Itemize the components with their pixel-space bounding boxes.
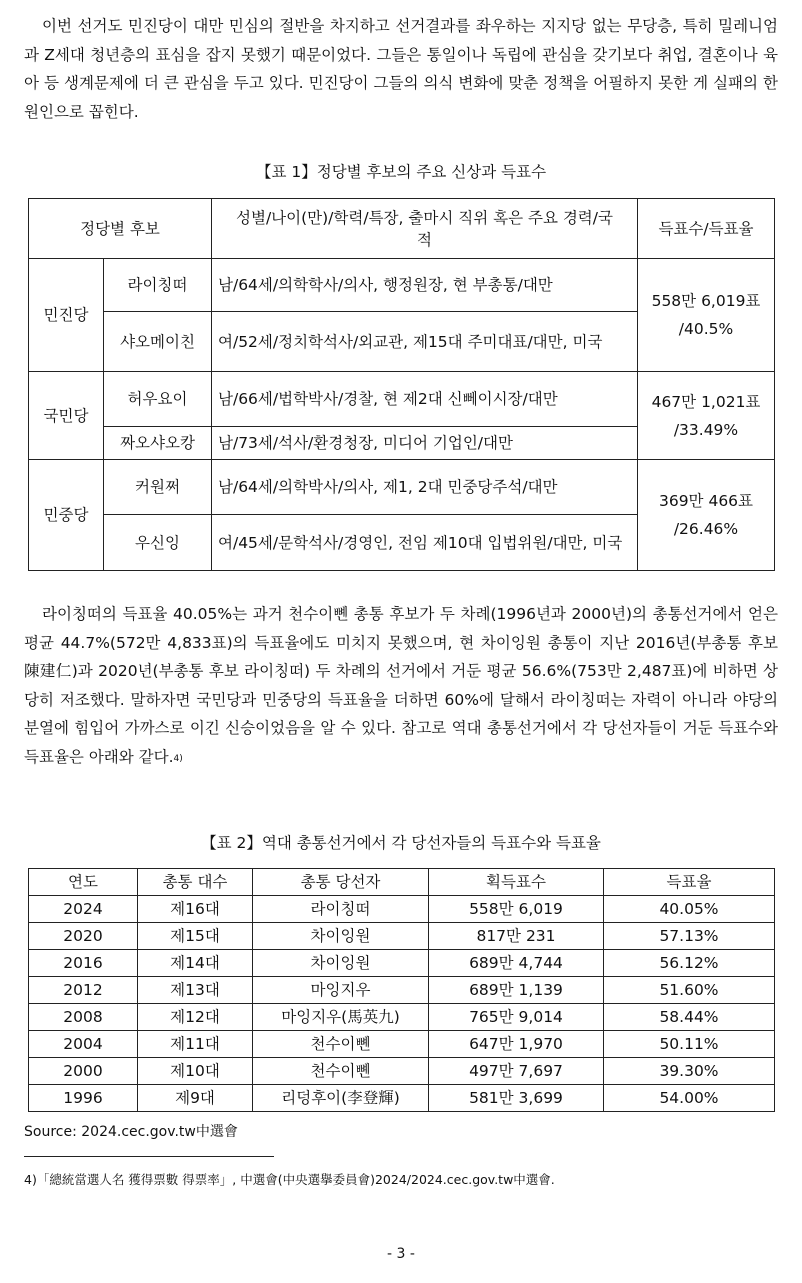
table-cell: 라이칭떠 [253,896,429,923]
table-cell: 57.13% [604,923,775,950]
table-cell: 647만 1,970 [429,1031,604,1058]
candidate-name: 커원쩌 [104,460,212,515]
table-row [29,1085,775,1112]
party-votes-count: 369만 466표 [658,492,754,510]
table-row [29,977,775,1004]
table-cell: 2004 [29,1031,138,1058]
table1-header-bio: 성별/나이(만)/학력/특장, 출마시 직위 혹은 주요 경력/국적 [212,199,638,259]
table-cell: 558만 6,019 [429,896,604,923]
table-cell: 58.44% [604,1004,775,1031]
table-1 [28,198,775,571]
paragraph-2: 라이칭떠의 득표율 40.05%는 과거 천수이뼨 총통 후보가 두 차례(1996년과 2000년)의 총통선거에서 얻은 평균 44.7%(572만 4,833표)의 득표율에도 미치지 못했으며, 현 차이잉원 총통이 지난 2016년(부총통 후보 陳建仁)과 2020년(부총통 후보 라이칭떠) 두 차례의 선거에서 거둔 평균 56.6%(753만 2,487표)에 비하면 상당히 저조했다. 말하자면 국민당과 민중당의 득표율을 더하면 60%에 달해서 라이칭떠는 자력이 아니라 야당의 분열에 힘입어 가까스로 이긴 신승이었음을 알 수 있다. 참고로 역대 총통선거에서 각 당선자들이 거둔 득표수와 득표율은 아래와 같다.$^{4)}$ [24,605,778,766]
table-cell: 817만 231 [429,923,604,950]
table1-row [29,460,775,515]
table-row [29,1004,775,1031]
candidate-name: 라이칭떠 [104,259,212,312]
party-votes-rate: /40.5% [678,320,734,338]
table-row [29,1058,775,1085]
table-cell: 2008 [29,1004,138,1031]
table-cell: 제16대 [138,896,253,923]
party-votes-rate: /33.49% [673,420,739,439]
party-votes [638,259,775,372]
table-row [29,950,775,977]
table2-header-cell: 득표율 [604,869,775,896]
paragraph-1: 이번 선거도 민진당이 대만 민심의 절반을 차지하고 선거결과를 좌우하는 지지당 없는 무당층, 특히 밀레니엄과 Z세대 청년층의 표심을 잡지 못했기 때문이었다. 그들은 통일이나 독립에 관심을 갖기보다 취업, 결혼이나 육아 등 생계문제에 더 큰 관심을 두고 있다. 민진당이 그들의 의식 변화에 맞춘 정책을 어필하지 못한 게 실패의 한 원인으로 꼽힌다. [24,17,778,121]
table-cell: 2000 [29,1058,138,1085]
footnote-marker: 4) [173,753,183,764]
table-cell: 689만 4,744 [429,950,604,977]
table2-source: Source: 2024.cec.gov.tw中選會 [24,1124,238,1140]
party-name: 민진당 [29,259,104,372]
table2-header-cell: 총통 대수 [138,869,253,896]
table-cell: 39.30% [604,1058,775,1085]
table1-header-row [29,199,775,259]
party-votes [638,372,775,460]
table-cell: 제14대 [138,950,253,977]
candidate-bio: 남/64세/의학박사/의사, 제1, 2대 민중당주석/대만 [212,460,638,515]
table-row [29,896,775,923]
party-name: 국민당 [29,372,104,460]
table-cell: 차이잉원 [253,950,429,977]
candidate-name: 샤오메이친 [104,312,212,372]
table-cell: 제12대 [138,1004,253,1031]
table-row [29,923,775,950]
table-cell: 마잉지우(馬英九) [253,1004,429,1031]
table-cell: 제11대 [138,1031,253,1058]
table-2 [28,868,775,1112]
table-cell: 차이잉원 [253,923,429,950]
table-cell: 40.05% [604,896,775,923]
table1-header-votes: 득표수/득표율 [638,199,775,259]
table-cell: 689만 1,139 [429,977,604,1004]
table-cell: 천수이뼨 [253,1031,429,1058]
table1-header-candidate: 정당별 후보 [29,199,212,259]
candidate-bio: 여/45세/문학석사/경영인, 전임 제10대 입법위원/대만, 미국 [212,515,638,571]
party-name: 민중당 [29,460,104,571]
candidate-bio: 남/73세/석사/환경청장, 미디어 기업인/대만 [212,427,638,460]
candidate-bio: 남/64세/의학학사/의사, 행정원장, 현 부총통/대만 [212,259,638,312]
party-votes-count: 558만 6,019표 [651,292,761,310]
table2-header-row [29,869,775,896]
table2-header-cell: 연도 [29,869,138,896]
footnote: 4)「總統當選人名 獲得票數 得票率」, 中選會(中央選擧委員會)2024/2024.cec.gov.tw中選會. [24,1172,555,1187]
table-cell: 2024 [29,896,138,923]
candidate-bio: 남/66세/법학박사/경찰, 현 제2대 신뻬이시장/대만 [212,372,638,427]
page-number: - 3 - [387,1246,415,1262]
table-cell: 2016 [29,950,138,977]
table-cell: 2012 [29,977,138,1004]
party-votes-rate: /26.46% [673,520,739,538]
table2-header-cell: 총통 당선자 [253,869,429,896]
table-cell: 54.00% [604,1085,775,1112]
candidate-name: 허우요이 [104,372,212,427]
table-cell: 1996 [29,1085,138,1112]
table-cell: 56.12% [604,950,775,977]
candidate-name: 짜오샤오캉 [104,427,212,460]
table-cell: 2020 [29,923,138,950]
table-row [29,1031,775,1058]
candidate-bio: 여/52세/정치학석사/외교관, 제15대 주미대표/대만, 미국 [212,312,638,372]
table1-row [29,372,775,427]
table-cell: 제9대 [138,1085,253,1112]
table-cell: 765만 9,014 [429,1004,604,1031]
candidate-name: 우신잉 [104,515,212,571]
footnote-divider [24,1156,274,1157]
table-cell: 50.11% [604,1031,775,1058]
table-cell: 리덩후이(李登輝) [253,1085,429,1112]
table-cell: 천수이뼨 [253,1058,429,1085]
table-cell: 497만 7,697 [429,1058,604,1085]
party-votes-count: 467만 1,021표 [651,392,761,411]
table-cell: 51.60% [604,977,775,1004]
table1-caption: 【표 1】정당별 후보의 주요 신상과 득표수 [255,163,547,181]
table-cell: 581만 3,699 [429,1085,604,1112]
table2-header-cell: 획득표수 [429,869,604,896]
table-cell: 마잉지우 [253,977,429,1004]
table2-caption: 【표 2】역대 총통선거에서 각 당선자들의 득표수와 득표율 [201,834,601,852]
table1-row [29,259,775,312]
table-cell: 제10대 [138,1058,253,1085]
table-cell: 제13대 [138,977,253,1004]
table-cell: 제15대 [138,923,253,950]
party-votes [638,460,775,571]
